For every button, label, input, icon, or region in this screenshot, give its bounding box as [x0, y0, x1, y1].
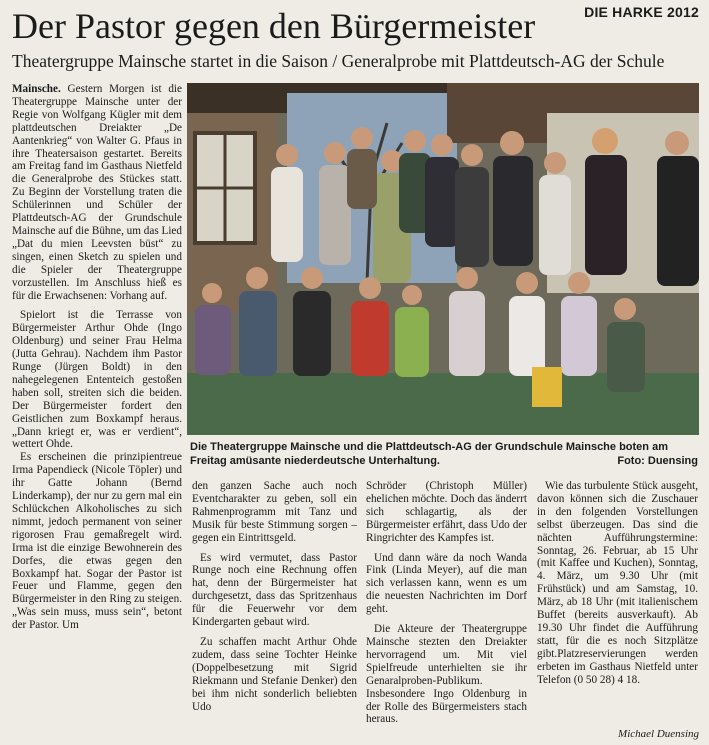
author-byline: Michael Duensing: [618, 728, 699, 740]
photo-caption: [190, 441, 698, 468]
paragraph: Es erscheinen die prinzipientreue Irma Papendieck (Nicole Töpler) und ihr Gatte Johann (Bernd Linderkamp), der nur zu gern mal ein Schlückchen Alkoholisches zu sich nimmt, jedoch permanent von seiner rigorosen Frau gemaßregelt wird. Irma ist die einzige Bewohnerein des Dorfes, die etwas gegen den Boxkampf hat. Sogar der Pastor ist Feuer und Flamme, gegen den Bürgermeister in den Ring zu steigen. „Was sein muss, muss sein“, betont der Pastor. Um: [12, 451, 182, 632]
paragraph: Zu schaffen macht Arthur Ohde zudem, dass seine Tochter Heinke (Doppelbesetzung mit Sigrid Riekmann und Stefanie Denker) den bei ihm nicht sonderlich beliebten Udo: [192, 635, 357, 713]
article-column-1: [12, 83, 182, 632]
photo-credit: Foto: Duensing: [617, 454, 698, 467]
group-photo: [187, 83, 699, 435]
subheadline: Theatergruppe Mainsche startet in die Saison / Generalprobe mit Plattdeutsch-AG der Schule: [12, 51, 665, 71]
group-photo-image: [187, 83, 699, 435]
article-column-3: [366, 480, 527, 726]
dateline: Mainsche.: [12, 83, 61, 95]
article-column-2: [192, 480, 357, 713]
paragraph: Die Akteure der Theatergruppe Mainsche stezten den Dreiakter hervorragend um. Mit viel Spielfreude unterhielten sie ihr Genaralproben-Publikum. Insbesondere Ingo Oldenburg in der Rolle des Bürgermeisters stach heraus.: [366, 623, 527, 726]
paragraph: Wie das turbulente Stück ausgeht, davon können sich die Zuschauer in den folgenden Vorstellungen selbst überzeugen. Das sind die nächten Aufführungstermine: Sonntag, 26. Februar, ab 15 Uhr (mit Kaffee und Kuchen), Sonntag, 4. März, um 9.30 Uhr (mit Frühstück) und am Samstag, 10. März, ab 18 Uhr (mit italienischem Buffet (bereits ausverkauft). Ab 19.30 Uhr findet die Aufführung statt, für die es noch Sitzplätze gibt.Platzreservierungen werden erbeten im Gasthaus Nietfeld unter Telefon (0 50 28) 4 18.: [537, 480, 698, 686]
paragraph: den ganzen Sache auch noch Eventcharakter zu geben, soll ein Rahmenprogramm mit Tanz und Musik für beste Stimmung sorgen – gegen ein Eintrittsgeld.: [192, 480, 357, 544]
paragraph: Es wird vermutet, dass Pastor Runge noch eine Rechnung offen hat, denn der Bürgermeister hat durchgesetzt, dass das Spritzenhaus für die Feuerwehr vor dem Kindergarten gebaut wird.: [192, 551, 357, 629]
paragraph: Schröder (Christoph Müller) ehelichen möchte. Doch das änderrt sich schlagartig, als der Bürgermeister erfährt, dass Udo der Ringrichter des Kampfes ist.: [366, 480, 527, 544]
article-column-4: [537, 480, 698, 687]
source-label: DIE HARKE 2012: [584, 4, 699, 20]
paragraph: Mainsche. Gestern Morgen ist die Theatergruppe Mainsche unter der Regie von Wolfgang Kügler mit dem plattdeutschen Dreiakter „De Aantenkrieg“ von Walter G. Pfaus in ihre Theatersaison gestartet. Bereits am Freitag fand im Gasthaus Nietfeld die Generalprobe des Stückes statt. Zu Beginn der Vorstellung traten die Schülerinnen und Schüler der Plattdeutsch-AG der Grundschule Mainsche auf die Bühne, um das Lied „Dat du mien Leevsten büst“ zu singen, einen Sketch zu spielen und die Spieler der Theatergruppe vorzustellen. Im Anschluss hieß es für die Erwachsenen: Vorhang auf.: [12, 83, 183, 302]
paragraph: Und dann wäre da noch Wanda Fink (Linda Meyer), auf die man sich verlassen kann, wenn es um die neuesten Nachrichten im Dorf geht.: [366, 551, 527, 616]
headline: Der Pastor gegen den Bürgermeister: [12, 6, 536, 46]
caption-text: Die Theatergruppe Mainsche und die Plattdeutsch-AG der Grundschule Mainsche boten am Freitag amüsante niederdeutsche Unterhaltung.: [190, 441, 668, 467]
paragraph: Spielort ist die Terrasse von Bürgermeister Arthur Ohde (Ingo Oldenburg) und seiner Frau Helma (Jutta Gehrau). Nachdem ihm Pastor Runge (Jürgen Boldt) in den nahegelegenen Ententeich gestoßen haben soll, streiten sich die beiden. Der Bürgermeister fordert den Geistlichen zum Boxkampf heraus. „Dann kriegt er, was er verdient“, wettert Ohde.: [12, 309, 182, 451]
